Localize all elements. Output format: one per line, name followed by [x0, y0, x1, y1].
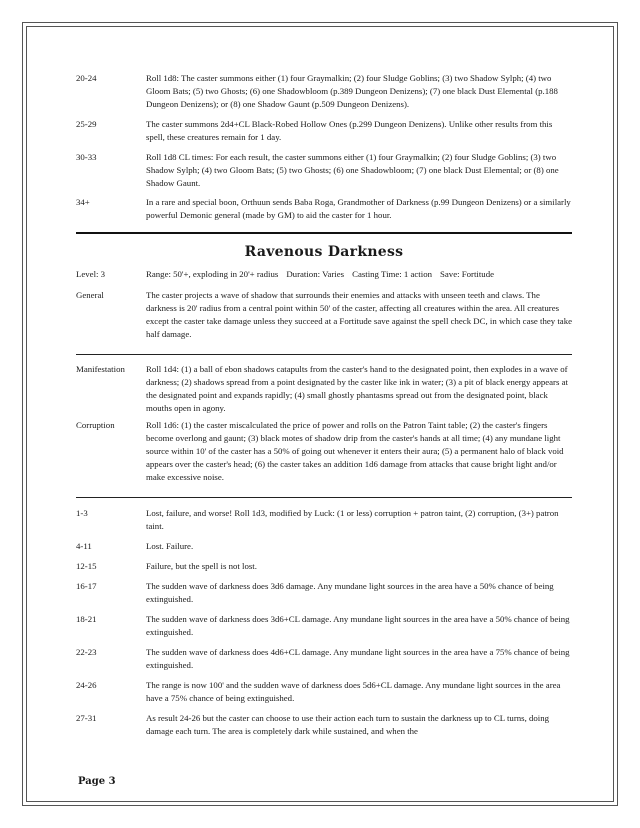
section-divider [76, 354, 572, 355]
result-range: 18-21 [76, 614, 97, 624]
corruption-text: Roll 1d6: (1) the caster miscalculated the price of power and rolls on the Patron Taint table; (2) the caster's fingers become overlong and gaunt; (3) black motes of shadow drip from the caster's hands at all time; (4) any mundane light source within 10' of the caster has a 50% of going out whenever it enters their aura; (5) a permanent halo of black void appears over the caster's head; (6) the caster takes an addition 1d6 damage from attacks that cause bright light and/or make excessive noise. [146, 420, 564, 482]
result-text: The sudden wave of darkness does 3d6+CL damage. Any mundane light sources in the area have a 50% chance of being extinguished. [146, 614, 570, 637]
spell-level: Level: 3 [76, 269, 106, 279]
result-range: 20-24 [76, 73, 97, 83]
result-text: Failure, but the spell is not lost. [146, 561, 257, 571]
result-text: The sudden wave of darkness does 4d6+CL damage. Any mundane light sources in the area have a 75% chance of being extinguished. [146, 647, 570, 670]
result-text: Lost. Failure. [146, 541, 194, 551]
spell-stats-line [76, 268, 572, 281]
result-range: 1-3 [76, 508, 88, 518]
section-divider [76, 497, 572, 498]
result-text: Roll 1d8 CL times: For each result, the caster summons either (1) four Graymalkin; (2) four Sludge Goblins; (3) two Shadow Sylph; (4) two Gloom Bats; (5) two Ghosts; (6) one Shadowbloom; (7) one black Dust Elemental; or (8) one Shadow Gaunt. [146, 152, 559, 188]
manifestation-label: Manifestation [76, 364, 125, 374]
spell-casting-time: Casting Time: 1 action [352, 269, 432, 279]
result-text: The sudden wave of darkness does 3d6 damage. Any mundane light sources in the area have a 50% chance of being extinguished. [146, 581, 554, 604]
page-number: Page 3 [78, 776, 116, 787]
result-range: 4-11 [76, 541, 92, 551]
spell-duration: Duration: Varies [286, 269, 345, 279]
corruption-label: Corruption [76, 420, 115, 430]
result-text: As result 24-26 but the caster can choose to use their action each turn to sustain the darkness up to CL turns, doing damage each turn. The area is completely dark while sustained, and when the [146, 713, 550, 736]
result-text: In a rare and special boon, Orthuun sends Baba Roga, Grandmother of Darkness (p.99 Dungeon Denizens) or a similarly powerful Demonic general (made by GM) to aid the caster for 1 hour. [146, 197, 571, 220]
manifestation-text: Roll 1d4: (1) a ball of ebon shadows catapults from the caster's hand to the designated point, then explodes in a wave of darkness; (2) shadows spread from a point designated by the caster like ink in water; (3) a pit of black energy appears at the designated point and expands rapidly; (4) small ghostly phantasms spread out from the designated point, black mouths open in agony. [146, 364, 568, 413]
spell-save: Save: Fortitude [440, 269, 494, 279]
result-text: The range is now 100' and the sudden wave of darkness does 5d6+CL damage. Any mundane light sources in the area have a 75% chance of being extinguished. [146, 680, 561, 703]
result-text: Lost, failure, and worse! Roll 1d3, modified by Luck: (1 or less) corruption + patron taint, (2) corruption, (3+) patron taint. [146, 508, 559, 531]
result-range: 24-26 [76, 680, 97, 690]
result-range: 30-33 [76, 152, 97, 162]
section-divider-thick [76, 232, 572, 234]
result-range: 12-15 [76, 561, 97, 571]
result-range: 16-17 [76, 581, 97, 591]
general-text: The caster projects a wave of shadow that surrounds their enemies and attacks with unseen teeth and claws. The darkness is 20' radius from a central point within 50' of the caster, affecting all creatures within the area. All creatures except the caster take damage unless they succeed at a Fortitude save against the spell check DC, in which case they take half damage. [146, 290, 572, 339]
result-range: 22-23 [76, 647, 97, 657]
result-range: 25-29 [76, 119, 97, 129]
spell-range: Range: 50'+, exploding in 20'+ radius [146, 269, 279, 279]
result-text: Roll 1d8: The caster summons either (1) four Graymalkin; (2) four Sludge Goblins; (3) two Shadow Sylph; (4) two Gloom Bats; (5) two Ghosts; (6) one Shadowbloom (p.389 Dungeon Denizens); (7) one black Dust Elemental (p.188 Dungeon Denizens); or (8) one Shadow Gaunt (p.509 Dungeon Denizens). [146, 73, 558, 109]
result-range: 27-31 [76, 713, 97, 723]
result-text: The caster summons 2d4+CL Black-Robed Hollow Ones (p.299 Dungeon Denizens). Unlike other results from this spell, these creatures remain for 1 day. [146, 119, 553, 142]
spell-title: Ravenous Darkness [244, 244, 404, 260]
result-range: 34+ [76, 197, 90, 207]
general-label: General [76, 290, 104, 300]
